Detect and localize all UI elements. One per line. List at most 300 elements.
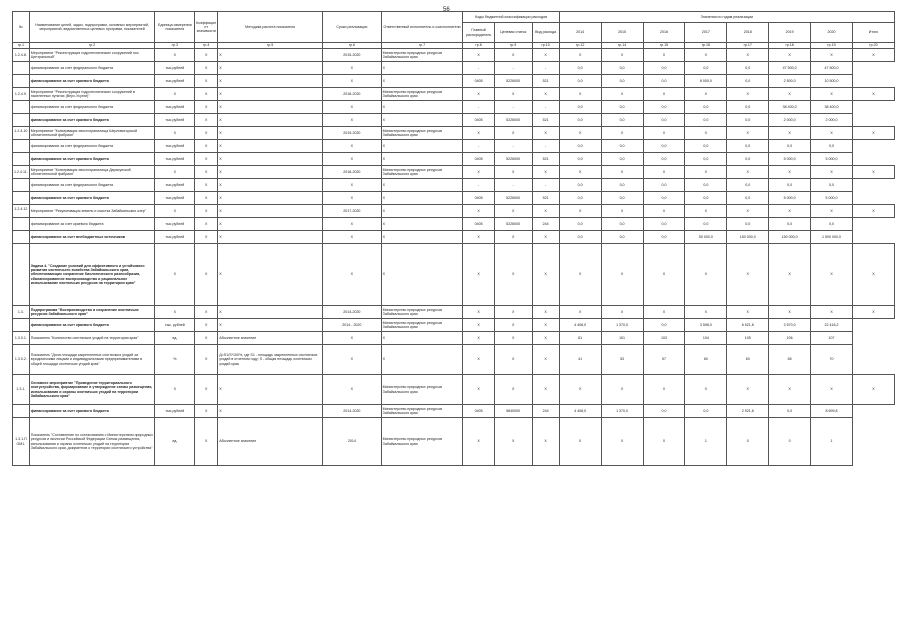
row-number-cell xyxy=(13,153,30,166)
table-cell: 65 xyxy=(769,345,811,375)
table-cell: - xyxy=(463,179,494,192)
header-values-by-year: Значения по годам реализации xyxy=(559,12,894,23)
table-cell: X xyxy=(155,127,195,140)
table-cell: тыс.рублей xyxy=(155,75,195,88)
header-main-manager: Главный распорядитель xyxy=(463,23,494,43)
table-header xyxy=(13,12,895,43)
table-cell: X xyxy=(643,88,685,101)
table-cell: X xyxy=(381,62,463,75)
table-cell: 47 500,0 xyxy=(769,62,811,75)
table-cell: Абсолютное значение xyxy=(218,418,323,466)
row-number-cell xyxy=(13,244,30,306)
table-cell: X xyxy=(218,244,323,306)
table-cell: 0,0 xyxy=(727,62,769,75)
table-cell: 53 xyxy=(601,345,643,375)
table-cell: 2014 xyxy=(323,418,382,466)
table-cell: X xyxy=(559,306,601,319)
table-cell: X xyxy=(532,306,559,319)
table-cell: X xyxy=(727,375,769,405)
table-cell: X xyxy=(323,244,382,306)
table-row xyxy=(13,375,895,405)
table-cell: 0,0 xyxy=(685,153,727,166)
table-cell: X xyxy=(852,166,894,179)
table-cell: 106 xyxy=(769,332,811,345)
table-cell: X xyxy=(195,405,218,418)
table-cell: X xyxy=(381,114,463,127)
table-cell: 2 921,8 xyxy=(727,405,769,418)
table-cell: X xyxy=(852,49,894,62)
table-cell: X xyxy=(195,205,218,218)
table-cell: X xyxy=(811,166,853,179)
table-cell: 0,0 xyxy=(727,140,769,153)
table-cell: X xyxy=(195,88,218,101)
table-row xyxy=(13,140,895,153)
row-name-cell: Мероприятие "Реконструкция гидротехнических сооружений в населенных пунктах (Верх-Усугли)" xyxy=(29,88,155,101)
table-cell: 0,0 xyxy=(727,101,769,114)
header-number: № xyxy=(13,12,30,43)
table-cell: - xyxy=(532,140,559,153)
table-cell: X xyxy=(852,127,894,140)
table-cell: 0,0 xyxy=(559,218,601,231)
table-cell: X xyxy=(727,306,769,319)
column-number: гр.5 xyxy=(218,43,323,49)
table-cell: 47 500,0 xyxy=(811,62,853,75)
table-cell: X xyxy=(323,332,382,345)
table-row xyxy=(13,127,895,140)
row-number-cell xyxy=(13,192,30,205)
row-name-cell: Показатель "Составление по согласованию с Министерством природных ресурсов и экологии Российской Федерации Схемы размещения, использования и охраны охотничьих угодий на территории Забайкальского края, документов о территории охотничьего устройства" xyxy=(29,418,155,466)
table-cell: X xyxy=(769,127,811,140)
table-cell: X xyxy=(195,332,218,345)
table-cell: - xyxy=(532,62,559,75)
table-cell: ед. xyxy=(155,418,195,466)
table-cell: 6 521,8 xyxy=(727,319,769,332)
table-cell: 0,0 xyxy=(811,179,853,192)
table-row xyxy=(13,319,895,332)
table-cell: 0,0 xyxy=(643,218,685,231)
table-cell: X xyxy=(218,179,323,192)
table-cell: X xyxy=(532,88,559,101)
row-name-cell: финансирование за счет краевого бюджета xyxy=(29,153,155,166)
table-cell: X xyxy=(218,205,323,218)
table-cell: 63 xyxy=(727,345,769,375)
table-row xyxy=(13,332,895,345)
table-cell: 8 000,0 xyxy=(685,75,727,88)
table-cell: X xyxy=(532,345,559,375)
table-cell: X xyxy=(218,306,323,319)
table-cell: 2 000,0 xyxy=(811,114,853,127)
table-cell: 0,0 xyxy=(559,231,601,244)
row-number-cell xyxy=(13,231,30,244)
table-row xyxy=(13,62,895,75)
table-row xyxy=(13,153,895,166)
table-cell: 0405 xyxy=(463,114,494,127)
table-cell: X xyxy=(195,49,218,62)
table-cell: 0405 xyxy=(463,192,494,205)
table-cell: 0,0 xyxy=(601,231,643,244)
row-name-cell: Подпрограмма "Воспроизводство и сохранение охотничьих ресурсов Забайкальского края" xyxy=(29,306,155,319)
table-cell: X xyxy=(463,306,494,319)
row-number-cell: 1.3.1.ПОМ1. xyxy=(13,418,30,466)
table-cell: 0,0 xyxy=(685,192,727,205)
row-name-cell: Мероприятие "Консервация хвостохранилища Шерловогорской обогатительной фабрики" xyxy=(29,127,155,140)
table-cell: X xyxy=(601,166,643,179)
column-number: гр.7 xyxy=(381,43,463,49)
table-cell: X xyxy=(494,88,532,101)
table-cell: 0,0 xyxy=(601,75,643,88)
table-cell: тыс.рублей xyxy=(155,231,195,244)
table-cell: 0,0 xyxy=(811,218,853,231)
table-cell: X xyxy=(218,405,323,418)
header-budget-codes: Коды бюджетной классификации расходов xyxy=(463,12,559,23)
table-cell: 0,0 xyxy=(685,62,727,75)
table-cell: X xyxy=(685,244,727,306)
table-cell: 0,0 xyxy=(685,179,727,192)
table-cell: X xyxy=(323,153,382,166)
table-cell: X xyxy=(323,231,382,244)
table-cell: 0,0 xyxy=(559,62,601,75)
table-cell: X xyxy=(218,231,323,244)
table-cell: X xyxy=(218,166,323,179)
table-cell: тыс.рублей xyxy=(155,101,195,114)
table-cell: % xyxy=(155,345,195,375)
table-cell: 0,0 xyxy=(727,153,769,166)
table-cell: X xyxy=(532,127,559,140)
table-cell: 3 570,0 xyxy=(769,319,811,332)
table-cell: 41 xyxy=(559,345,601,375)
table-cell: тыс.рублей xyxy=(155,179,195,192)
table-cell: 2014-2020 xyxy=(323,405,382,418)
table-cell: 0405 xyxy=(463,75,494,88)
column-number: гр.16 xyxy=(685,43,727,49)
table-cell: 4 408,0 xyxy=(559,405,601,418)
table-cell: X xyxy=(463,418,494,466)
column-number: гр.12 xyxy=(559,43,601,49)
table-cell: X xyxy=(155,375,195,405)
table-cell: X xyxy=(532,244,559,306)
table-cell: Министерство природных ресурсов Забайкальского края xyxy=(381,405,463,418)
table-cell: 0,0 xyxy=(769,179,811,192)
table-cell: 0,0 xyxy=(601,101,643,114)
table-cell: X xyxy=(195,140,218,153)
table-cell: 0,0 xyxy=(727,179,769,192)
table-row xyxy=(13,114,895,127)
table-cell: X xyxy=(559,244,601,306)
table-cell: X xyxy=(643,375,685,405)
table-row xyxy=(13,101,895,114)
table-cell: X xyxy=(685,88,727,101)
table-cell: 0,0 xyxy=(643,192,685,205)
table-cell: 60 xyxy=(685,345,727,375)
column-number: гр.20 xyxy=(852,43,894,49)
table-cell: X xyxy=(323,192,382,205)
row-number-cell: 1.2.4.8. xyxy=(13,49,30,62)
table-cell: X xyxy=(195,319,218,332)
table-cell: 3 598,0 xyxy=(685,319,727,332)
table-cell: Министерство природных ресурсов Забайкальского края xyxy=(381,127,463,140)
table-cell: X xyxy=(811,375,853,405)
table-cell: тыс.рублей xyxy=(155,405,195,418)
column-number: гр.10 xyxy=(532,43,559,49)
table-cell: X xyxy=(323,179,382,192)
table-cell: Министерство природных ресурсов Забайкальского края xyxy=(381,166,463,179)
table-cell: 0,0 xyxy=(643,62,685,75)
table-cell: X xyxy=(685,205,727,218)
header-year-2020: 2020 xyxy=(811,23,853,43)
header-year-2015: 2015 xyxy=(601,23,643,43)
table-cell: X xyxy=(643,205,685,218)
table-cell: X xyxy=(381,179,463,192)
header-coefficient: Коэффициент значимости xyxy=(195,12,218,43)
table-cell: X xyxy=(463,88,494,101)
row-number-cell: 1.2.4.10. xyxy=(13,127,30,140)
table-cell: 244 xyxy=(532,218,559,231)
table-cell: X xyxy=(643,127,685,140)
table-cell: X xyxy=(643,306,685,319)
table-cell: 2014-2020 xyxy=(323,306,382,319)
table-cell: X xyxy=(494,166,532,179)
table-cell: 0,0 xyxy=(559,114,601,127)
table-cell: - xyxy=(494,101,532,114)
column-number: гр.9 xyxy=(494,43,532,49)
table-cell: X xyxy=(852,375,894,405)
table-cell: 0,0 xyxy=(685,140,727,153)
column-number: гр.14 xyxy=(601,43,643,49)
column-number: гр.2 xyxy=(29,43,155,49)
table-cell: 0,0 xyxy=(559,101,601,114)
row-number-cell xyxy=(13,218,30,231)
table-cell: 0,0 xyxy=(643,153,685,166)
row-name-cell: Задача 4. "Создание условий для эффективного и устойчивого развития охотничьего хозяйства Забайкальского края, обеспечивающих сохранение биологического разнообразия, сбалансированное воспроизводство и рациональное использование охотничьих ресурсов на территории края" xyxy=(29,244,155,306)
header-year-2016: 2016 xyxy=(643,23,685,43)
table-cell: X xyxy=(323,140,382,153)
table-cell: 521 xyxy=(532,192,559,205)
header-expense-type: Вид расхода xyxy=(532,23,559,43)
table-cell: 0,0 xyxy=(727,114,769,127)
table-cell: X xyxy=(381,140,463,153)
table-cell: 0,0 xyxy=(769,218,811,231)
table-cell: X xyxy=(381,332,463,345)
table-cell: 10 500,0 xyxy=(811,75,853,88)
table-cell: X xyxy=(463,319,494,332)
table-cell: 22 418,2 xyxy=(811,319,853,332)
table-cell: X xyxy=(463,205,494,218)
table-cell: 0,0 xyxy=(601,218,643,231)
table-cell: X xyxy=(601,49,643,62)
table-cell: X xyxy=(195,179,218,192)
table-cell: X xyxy=(494,231,532,244)
table-cell: 0,0 xyxy=(643,101,685,114)
table-cell: - xyxy=(532,101,559,114)
table-cell: - xyxy=(463,101,494,114)
table-cell: 5226000 xyxy=(494,153,532,166)
table-cell: 0,0 xyxy=(601,192,643,205)
row-number-cell xyxy=(13,405,30,418)
table-cell: X xyxy=(769,88,811,101)
table-cell: 103 xyxy=(643,332,685,345)
row-number-cell xyxy=(13,179,30,192)
table-cell: X xyxy=(323,114,382,127)
table-cell: - xyxy=(532,179,559,192)
table-cell: X xyxy=(195,306,218,319)
table-cell: X xyxy=(195,166,218,179)
table-cell: 2015-2020 xyxy=(323,49,382,62)
table-row xyxy=(13,88,895,101)
table-row xyxy=(13,306,895,319)
table-cell: Министерство природных ресурсов Забайкальского края xyxy=(381,306,463,319)
table-cell: X xyxy=(811,49,853,62)
table-cell: X xyxy=(218,127,323,140)
table-cell: 101 xyxy=(601,332,643,345)
table-cell: X xyxy=(494,49,532,62)
row-number-cell: 1.3.1. xyxy=(13,375,30,405)
table-cell: 0,0 xyxy=(559,140,601,153)
table-cell: X xyxy=(323,345,382,375)
table-cell: 0,0 xyxy=(685,405,727,418)
row-name-cell: Мероприятие "Консервация хвостохранилища Дарасунской обогатительной фабрики" xyxy=(29,166,155,179)
row-name-cell: финансирование за счет краевого бюджета xyxy=(29,405,155,418)
table-cell: 0,0 xyxy=(559,153,601,166)
table-cell: 5 000,0 xyxy=(811,153,853,166)
row-name-cell: финансирование за счет внебюджетных источников xyxy=(29,231,155,244)
table-cell: 2017-2020 xyxy=(323,205,382,218)
table-cell: X xyxy=(494,332,532,345)
table-cell: X xyxy=(559,205,601,218)
table-cell: X xyxy=(218,319,323,332)
table-row xyxy=(13,192,895,205)
row-name-cell: финансирование за счет краевого бюджета xyxy=(29,192,155,205)
table-cell: X xyxy=(155,88,195,101)
table-cell: 0 xyxy=(769,418,811,466)
table-cell: X xyxy=(463,345,494,375)
table-cell: X xyxy=(685,166,727,179)
column-number: гр.18 xyxy=(769,43,811,49)
table-cell: - xyxy=(494,62,532,75)
table-cell: 38 400,0 xyxy=(811,101,853,114)
table-cell: X xyxy=(218,62,323,75)
table-cell: 2014 - 2020 xyxy=(323,319,382,332)
table-cell: X xyxy=(218,192,323,205)
table-cell: 2018-2020 xyxy=(323,166,382,179)
header-method: Методика расчета показателя xyxy=(218,12,323,43)
table-cell: X xyxy=(195,375,218,405)
table-cell: X xyxy=(323,101,382,114)
table-row xyxy=(13,244,895,306)
table-cell: 2019-2020 xyxy=(323,127,382,140)
table-cell: X xyxy=(463,332,494,345)
column-number: гр.17 xyxy=(727,43,769,49)
table-cell: X xyxy=(685,375,727,405)
row-number-cell xyxy=(13,319,30,332)
table-cell: - xyxy=(463,140,494,153)
table-cell: X xyxy=(643,166,685,179)
row-name-cell: Основное мероприятие "Проведение территориального охотустройства, формирование и утверждение схемы размещения, использования и охраны охотничьих угодий на территории Забайкальского края" xyxy=(29,375,155,405)
table-cell: X xyxy=(727,127,769,140)
table-cell: тыс.рублей xyxy=(155,153,195,166)
table-cell: - xyxy=(494,179,532,192)
table-cell: X xyxy=(852,88,894,101)
table-cell: Министерство природных ресурсов Забайкальского края xyxy=(381,88,463,101)
table-cell: 1 xyxy=(811,418,853,466)
table-cell: X xyxy=(811,205,853,218)
table-cell: 150 000,0 xyxy=(769,231,811,244)
table-cell: X xyxy=(685,127,727,140)
table-cell: X xyxy=(381,75,463,88)
table-cell: X xyxy=(218,140,323,153)
table-cell: 70 xyxy=(811,345,853,375)
table-cell: X xyxy=(769,306,811,319)
table-cell: X xyxy=(727,205,769,218)
row-number-cell: 1.2.4.12. xyxy=(13,205,30,218)
table-cell: X xyxy=(494,205,532,218)
table-cell: X xyxy=(155,166,195,179)
table-cell: X xyxy=(643,244,685,306)
table-cell: 1 500 000,0 xyxy=(811,231,853,244)
table-cell: X xyxy=(218,75,323,88)
table-cell: X xyxy=(769,205,811,218)
table-row xyxy=(13,345,895,375)
table-cell: 50 000,0 xyxy=(685,231,727,244)
table-cell: 38 400,0 xyxy=(769,101,811,114)
table-cell: 0,0 xyxy=(601,62,643,75)
table-row xyxy=(13,49,895,62)
table-body xyxy=(13,43,895,466)
table-cell: Д=S1/S*100%, где S1 - площадь закрепленных охотничьих угодий в отчетном году; S - общая площадь охотничьих угодий края xyxy=(218,345,323,375)
table-cell: 0,0 xyxy=(559,75,601,88)
table-cell: X xyxy=(463,244,494,306)
table-cell: X xyxy=(155,244,195,306)
row-number-cell: 1.2.4.11. xyxy=(13,166,30,179)
table-cell: X xyxy=(323,375,382,405)
table-cell: 521 xyxy=(532,114,559,127)
table-cell: 0,0 xyxy=(643,179,685,192)
table-cell: 0,0 xyxy=(727,75,769,88)
table-cell: X xyxy=(155,49,195,62)
table-cell: 0,0 xyxy=(601,153,643,166)
table-cell: X xyxy=(381,345,463,375)
table-cell: X xyxy=(463,127,494,140)
table-cell: X xyxy=(601,88,643,101)
table-cell: 0,0 xyxy=(727,218,769,231)
table-cell: тыс.рублей xyxy=(155,218,195,231)
table-cell: X xyxy=(218,114,323,127)
table-cell: X xyxy=(381,192,463,205)
table-cell: X xyxy=(559,127,601,140)
table-cell: X xyxy=(494,345,532,375)
table-cell: X xyxy=(195,218,218,231)
table-cell: X xyxy=(155,205,195,218)
table-cell: 5 000,0 xyxy=(769,153,811,166)
table-cell: X xyxy=(532,205,559,218)
table-cell: 0,0 xyxy=(601,140,643,153)
column-number: гр.3 xyxy=(155,43,195,49)
table-cell: 0,0 xyxy=(811,140,853,153)
header-name: Наименование целей, задач, подпрограмм, основных мероприятий, мероприятий, ведомственных целевых программ, показателей xyxy=(29,12,155,43)
table-cell: X xyxy=(532,418,559,466)
table-cell: X xyxy=(601,127,643,140)
table-cell: X xyxy=(852,306,894,319)
table-cell: 0 xyxy=(727,418,769,466)
row-number-cell: 1.3.0.1. xyxy=(13,332,30,345)
table-cell: X xyxy=(494,319,532,332)
table-cell: 0 xyxy=(559,418,601,466)
table-cell: X xyxy=(195,192,218,205)
column-number: гр.1 xyxy=(13,43,30,49)
table-cell: X xyxy=(195,101,218,114)
table-row xyxy=(13,75,895,88)
column-number: гр.8 xyxy=(463,43,494,49)
table-cell: X xyxy=(727,49,769,62)
